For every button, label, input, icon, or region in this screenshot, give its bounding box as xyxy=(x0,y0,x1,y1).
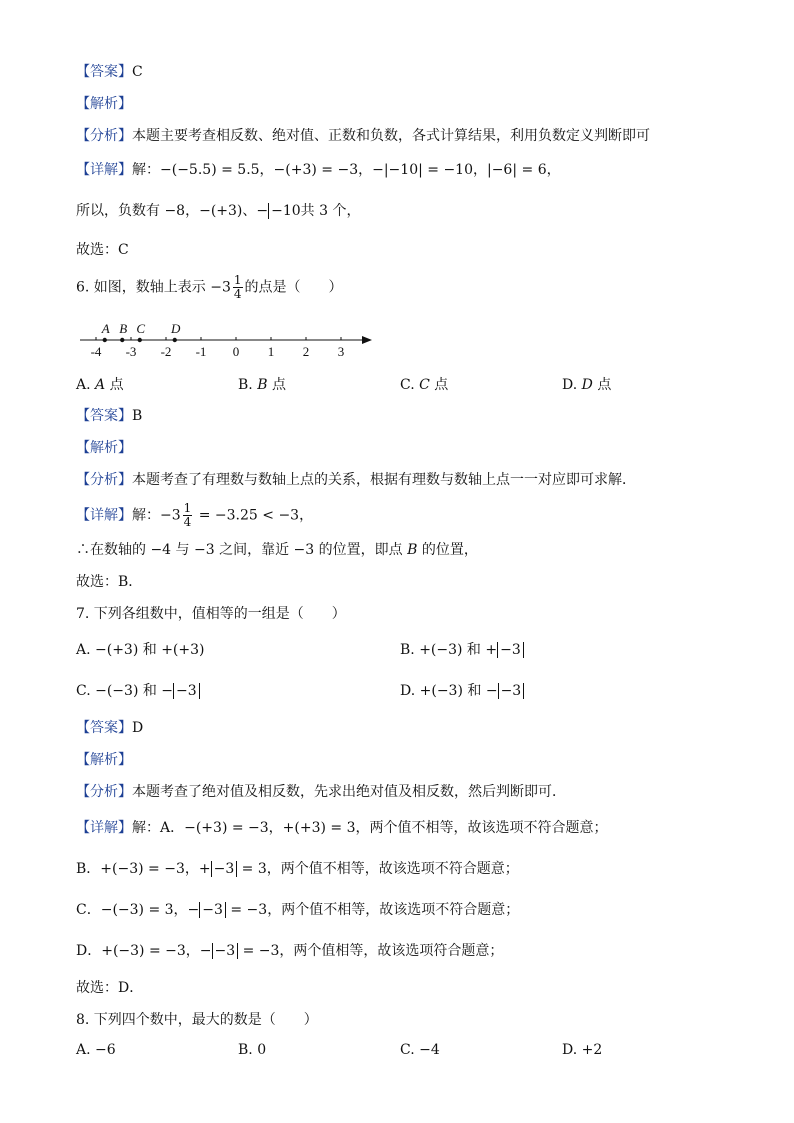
tick-label: 0 xyxy=(232,344,240,359)
detail-tail: = −3，两个值相等，故该选项符合题意； xyxy=(238,943,504,959)
detail-text: 解：A．−(+3) = −3，+(+3) = 3，两个值不相等，故该选项不符合题意； xyxy=(132,820,608,836)
point-label: C xyxy=(136,321,146,336)
detail-tag: 【详解】 xyxy=(76,162,132,178)
therefore-tail: 的位置， xyxy=(417,542,478,558)
axis-arrow xyxy=(362,336,372,344)
tick-label: 2 xyxy=(302,344,310,359)
tick-label: -1 xyxy=(195,344,207,359)
q7-detail-a xyxy=(76,818,608,838)
q8-option-b: B. 0 xyxy=(238,1042,267,1058)
point-d xyxy=(173,338,177,342)
stem-tail: 的点是（ ） xyxy=(244,279,343,296)
q7-detail-c xyxy=(76,900,519,920)
q7-fenxi-line xyxy=(76,782,566,802)
q6-answer-line xyxy=(76,406,142,426)
detail-prefix: 解： xyxy=(132,162,160,178)
answer-tag: 【答案】 xyxy=(76,408,132,424)
opt-value: C xyxy=(419,377,430,393)
answer-value: D xyxy=(132,720,144,736)
point-c xyxy=(138,338,142,342)
detail-text: C．−(−3) = 3，− xyxy=(76,902,200,918)
fenxi-text: 本题考查了有理数与数轴上点的关系，根据有理数与数轴上点一一对应即可求解． xyxy=(132,472,636,488)
q5-detail-line xyxy=(76,160,561,180)
point-letter: B xyxy=(407,542,418,558)
q5-answer-line xyxy=(76,62,143,82)
point-label: A xyxy=(101,321,110,336)
opt-suffix: 点 xyxy=(592,377,612,393)
detail-prefix: 解：−3 xyxy=(132,507,181,524)
point-a xyxy=(103,338,107,342)
q6-stem xyxy=(76,274,343,301)
q6-therefore xyxy=(76,540,478,560)
point-b xyxy=(120,338,124,342)
q7-option-a: A. −(+3) 和 +(+3) xyxy=(76,642,205,658)
opt-text: C. −(−3) 和 − xyxy=(76,683,174,699)
detail-tail: = 3，两个值不相等，故该选项不符合题意； xyxy=(237,861,519,877)
detail-tail: = −3，两个值不相等，故该选项不符合题意； xyxy=(225,902,520,918)
opt-letter: D. xyxy=(562,377,582,393)
q7-choice: 故选：D． xyxy=(76,980,144,996)
detail-text: D．+(−3) = −3，− xyxy=(76,943,212,959)
fraction xyxy=(183,502,193,529)
opt-suffix: 点 xyxy=(105,377,124,393)
opt-letter: A. xyxy=(76,377,96,393)
abs-value: −3 xyxy=(498,683,525,699)
q8-option-d: D. +2 xyxy=(562,1042,603,1058)
q5-fenxi-line xyxy=(76,126,650,146)
q6-option-a xyxy=(76,375,124,395)
q7-analysis-heading: 【解析】 xyxy=(76,752,132,768)
q6-option-d xyxy=(562,375,611,395)
conclusion-text: 所以，负数有 −8，−(+3)、− xyxy=(76,203,269,219)
conclusion-tail: 共 3 个， xyxy=(300,203,361,219)
abs-value: −3 xyxy=(211,861,238,877)
q5-conclusion xyxy=(76,201,360,221)
point-label: B xyxy=(119,321,128,336)
q7-detail-b xyxy=(76,859,519,879)
fenxi-tag: 【分析】 xyxy=(76,784,132,800)
fraction xyxy=(233,274,243,301)
answer-value: C xyxy=(132,64,143,80)
abs-value: −10 xyxy=(268,203,301,219)
q5-analysis-heading: 【解析】 xyxy=(76,96,132,112)
frac-num: 1 xyxy=(183,501,192,515)
frac-den: 4 xyxy=(233,287,242,301)
opt-text: B. +(−3) 和 + xyxy=(400,642,498,658)
fenxi-tag: 【分析】 xyxy=(76,128,132,144)
answer-value: B xyxy=(132,408,143,424)
opt-text: D. +(−3) 和 − xyxy=(400,683,498,699)
q7-option-c xyxy=(76,681,200,701)
frac-num: 1 xyxy=(233,273,242,287)
number-line-figure xyxy=(78,314,378,362)
q6-option-b xyxy=(238,375,286,395)
abs-value: −3 xyxy=(497,642,524,658)
opt-value: B xyxy=(257,377,268,393)
q8-option-a: A. −6 xyxy=(76,1042,116,1058)
tick-label: -2 xyxy=(160,344,172,359)
abs-value: −3 xyxy=(173,683,200,699)
detail-math: −(−5.5) = 5.5，−(+3) = −3，−|−10| = −10，|−6| = 6， xyxy=(160,162,561,178)
q6-fenxi-line xyxy=(76,470,636,490)
opt-suffix: 点 xyxy=(429,377,449,393)
opt-letter: B. xyxy=(238,377,258,393)
frac-den: 4 xyxy=(183,515,192,529)
answer-tag: 【答案】 xyxy=(76,720,132,736)
tick-label: -3 xyxy=(125,344,137,359)
q5-choice: 故选：C xyxy=(76,242,129,258)
point-label: D xyxy=(171,321,181,336)
detail-tag: 【详解】 xyxy=(76,820,132,836)
q7-option-d xyxy=(400,681,524,701)
q6-choice: 故选：B． xyxy=(76,574,143,590)
abs-value: −3 xyxy=(212,943,239,959)
fenxi-tag: 【分析】 xyxy=(76,472,132,488)
q7-detail-d xyxy=(76,941,503,961)
q6-analysis-heading: 【解析】 xyxy=(76,440,132,456)
opt-value: A xyxy=(95,377,106,393)
opt-suffix: 点 xyxy=(267,377,286,393)
fenxi-text: 本题主要考查相反数、绝对值、正数和负数，各式计算结果，利用负数定义判断即可 xyxy=(132,128,650,144)
answer-tag: 【答案】 xyxy=(76,64,132,80)
q6-detail-line xyxy=(76,502,313,529)
q7-answer-line xyxy=(76,718,143,738)
tick-label: 3 xyxy=(337,344,345,359)
tick-label: -4 xyxy=(90,344,102,359)
q8-option-c: C. −4 xyxy=(400,1042,440,1058)
opt-value: D xyxy=(581,377,593,393)
abs-value: −3 xyxy=(199,902,226,918)
detail-text: B．+(−3) = −3，+ xyxy=(76,861,211,877)
q7-option-b xyxy=(400,640,524,660)
fenxi-text: 本题考查了绝对值及相反数，先求出绝对值及相反数，然后判断即可． xyxy=(132,784,566,800)
therefore-text: ∴在数轴的 −4 与 −3 之间，靠近 −3 的位置，即点 xyxy=(76,542,408,558)
opt-letter: C. xyxy=(400,377,420,393)
tick-label: 1 xyxy=(267,344,275,359)
q7-stem: 7. 下列各组数中，值相等的一组是（ ） xyxy=(76,606,346,622)
detail-tag: 【详解】 xyxy=(76,507,132,524)
q8-stem: 8. 下列四个数中，最大的数是（ ） xyxy=(76,1012,318,1028)
detail-suffix: = −3.25 < −3， xyxy=(194,507,314,524)
q6-option-c xyxy=(400,375,448,395)
stem-text: 6. 如图，数轴上表示 −3 xyxy=(76,279,231,296)
